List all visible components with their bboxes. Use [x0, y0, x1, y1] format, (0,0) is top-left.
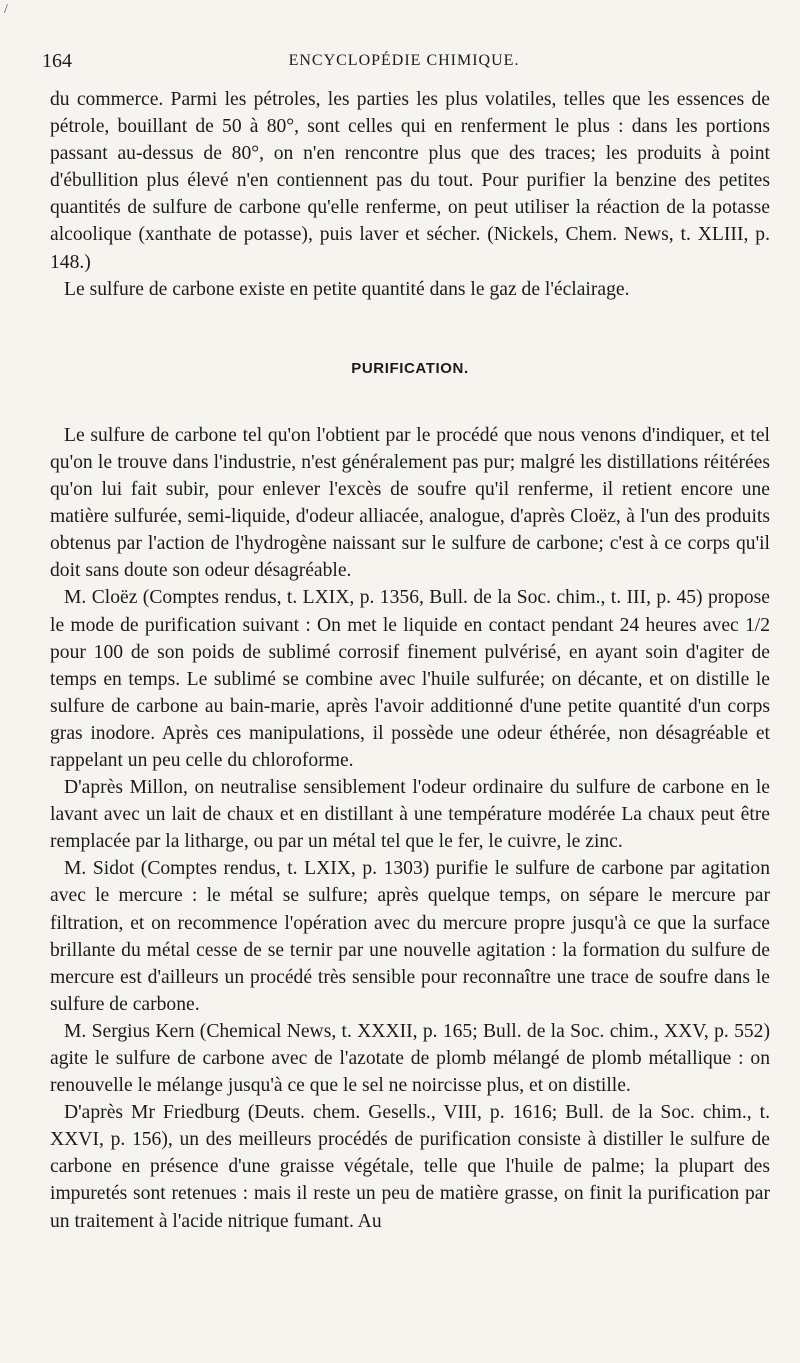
- section-title: PURIFICATION.: [351, 359, 469, 377]
- paragraph: D'après Millon, on neutralise sensiblement l'odeur ordinaire du sulfure de carbone en le lavant avec un lait de chaux et en distillant à une température modérée La chaux peut être remplacée par la litharge, ou par un métal tel que le fer, le cuivre, le zinc.: [50, 777, 770, 853]
- paragraph: D'après Mr Friedburg (Deuts. chem. Gesells., VIII, p. 1616; Bull. de la Soc. chim., t. XXVI, p. 156), un des meilleurs procédés de purification consiste à distiller le sulfure de carbone en présence d'une graisse végétale, telle que l'huile de palme; la plupart des impuretés sont retenues : mais il reste un peu de matière grasse, on finit la purification par un traitement à l'acide nitrique fumant. Au: [50, 1102, 770, 1232]
- margin-mark: /: [4, 2, 8, 17]
- page-header: [42, 50, 766, 80]
- body-text: [50, 86, 770, 1235]
- paragraph: Le sulfure de carbone tel qu'on l'obtient par le procédé que nous venons d'indiquer, et tel qu'on le trouve dans l'industrie, n'est généralement pas pur; malgré les distillations réitérées qu'on lui fait subir, pour enlever l'excès de soufre qu'il renferme, il retient encore une matière sulfurée, semi-liquide, d'odeur alliacée, analogue, d'après Cloëz, à l'un des produits obtenus par l'action de l'hydrogène naissant sur le sulfure de carbone; c'est à ce corps qu'il doit sans doute son odeur désagréable.: [50, 424, 770, 582]
- paragraph: M. Sergius Kern (Chemical News, t. XXXII, p. 165; Bull. de la Soc. chim., XXV, p. 552) agite le sulfure de carbone avec de l'azotate de plomb mélangé de plomb métallique : on renouvelle le mélange jusqu'à ce que le sel ne noircisse plus, et on distille.: [50, 1020, 770, 1097]
- paragraph: M. Sidot (Comptes rendus, t. LXIX, p. 1303) purifie le sulfure de carbone par agitation avec le mercure : le métal se sulfure; après quelque temps, on sépare le mercure par filtration, et on recommence l'opération avec du mercure propre jusqu'à ce que la surface brillante du métal cesse de se ternir par une nouvelle agitation : la formation du sulfure de mercure est d'ailleurs un procédé très sensible pour reconnaître une trace de soufre dans le sulfure de carbone.: [50, 858, 770, 1015]
- paragraph: du commerce. Parmi les pétroles, les parties les plus volatiles, telles que les essences de pétrole, bouillant de 50 à 80°, sont celles qui en renferment le plus : dans les portions passant au-dessus de 80°, on n'en rencontre plus que des traces; les produits à point d'ébullition plus élevé n'en contiennent pas du tout. Pour purifier la benzine des petites quantités de sulfure de carbone qu'elle renferme, on peut utiliser la réaction de la potasse alcoolique (xanthate de potasse), puis laver et sécher. (Nickels, Chem. News, t. XLIII, p. 148.): [50, 89, 770, 273]
- page-number: 164: [42, 50, 72, 72]
- running-title: ENCYCLOPÉDIE CHIMIQUE.: [288, 52, 520, 69]
- paragraph: M. Cloëz (Comptes rendus, t. LXIX, p. 1356, Bull. de la Soc. chim., t. III, p. 45) propose le mode de purification suivant : On met le liquide en contact pendant 24 heures avec 1/2 pour 100 de son poids de sublimé corrosif finement pulvérisé, en ayant soin d'agiter de temps en temps. Le sublimé se combine avec l'huile sulfurée; on décante, et on distille le sulfure de carbone au bain-marie, après l'avoir additionné d'une petite quantité d'un corps gras inodore. Après ces manipulations, il possède une odeur éthérée, non désagréable et rappelant un peu celle du chloroforme.: [50, 587, 770, 771]
- paragraph: Le sulfure de carbone existe en petite quantité dans le gaz de l'éclairage.: [64, 278, 630, 300]
